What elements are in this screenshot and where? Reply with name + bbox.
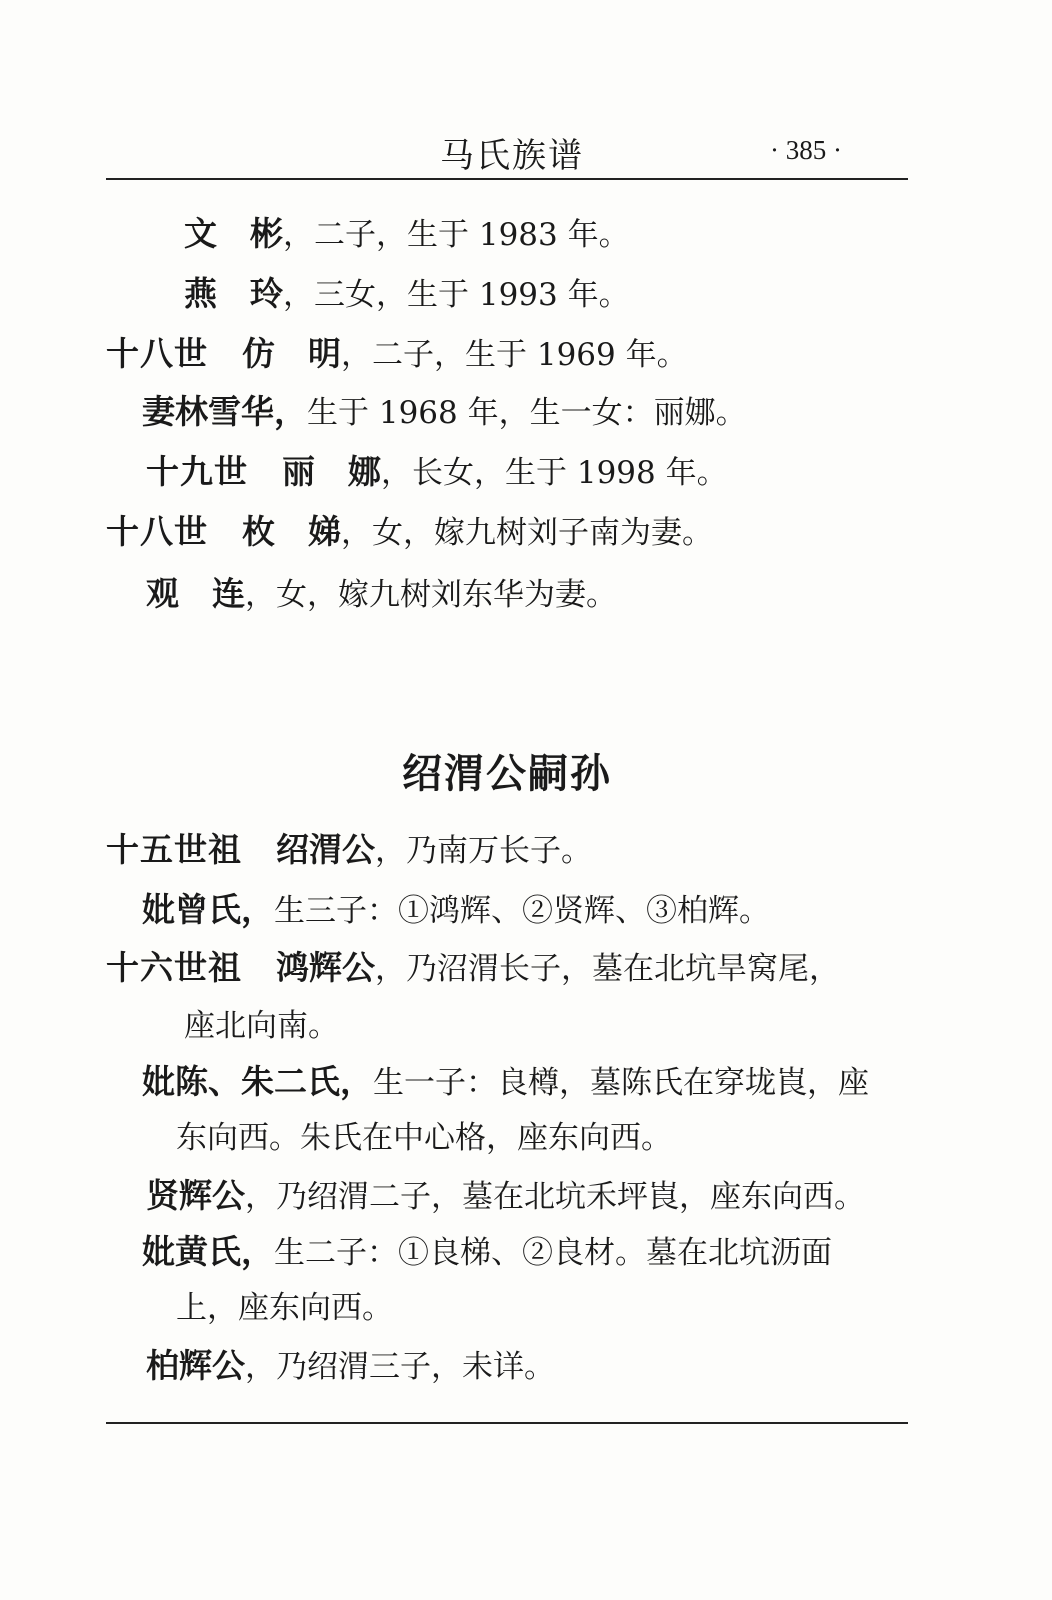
entry-text: 生三子：①鸿辉、②贤辉、③柏辉。 bbox=[274, 893, 770, 929]
entry-line bbox=[146, 452, 728, 493]
entry-line bbox=[142, 392, 747, 433]
generation-label: 十八世 bbox=[106, 334, 208, 373]
generation-label: 十五世祖 bbox=[106, 830, 242, 869]
entry-text: ，二子，生于 1983 年。 bbox=[283, 217, 630, 253]
section-title: 绍渭公嗣孙 bbox=[402, 751, 612, 797]
person-name: 丽 娜 bbox=[282, 452, 381, 491]
person-name: 贤辉公 bbox=[146, 1176, 245, 1215]
person-name: 文 彬 bbox=[184, 214, 283, 253]
generation-label: 十九世 bbox=[146, 452, 248, 491]
spouse-name: 妣陈、朱二氏， bbox=[142, 1062, 373, 1101]
entry-text: ，女，嫁九树刘子南为妻。 bbox=[341, 515, 713, 551]
generation-label: 十八世 bbox=[106, 512, 208, 551]
person-name: 仿 明 bbox=[242, 334, 341, 373]
entry-text: ，长女，生于 1998 年。 bbox=[381, 455, 728, 491]
page-number: · 385 · bbox=[770, 135, 842, 165]
entry-line bbox=[184, 274, 630, 315]
entry-line bbox=[142, 1062, 869, 1103]
entry-line bbox=[146, 574, 617, 615]
entry-text: ，乃绍渭三子，未详。 bbox=[245, 1349, 555, 1385]
header-rule bbox=[106, 178, 908, 180]
person-name: 绍渭公 bbox=[276, 830, 375, 869]
generation-label: 十六世祖 bbox=[106, 948, 242, 987]
entry-text: ，乃绍渭二子，墓在北坑禾坪崀，座东向西。 bbox=[245, 1179, 865, 1215]
entry-text: ，女，嫁九树刘东华为妻。 bbox=[245, 577, 617, 613]
entry-line bbox=[106, 830, 592, 871]
entry-text: ，乃南万长子。 bbox=[375, 833, 592, 869]
entry-line bbox=[106, 512, 713, 553]
spouse-name: 妣黄氏， bbox=[142, 1232, 274, 1271]
person-name: 枚 娣 bbox=[242, 512, 341, 551]
entry-text: 东向西。朱氏在中心格，座东向西。 bbox=[176, 1120, 672, 1156]
entry-text: 上，座东向西。 bbox=[176, 1290, 393, 1326]
entry-line bbox=[106, 334, 688, 375]
entry-line bbox=[146, 1176, 865, 1217]
footer-rule bbox=[106, 1422, 908, 1424]
entry-text: 座北向南。 bbox=[184, 1008, 339, 1044]
spouse-name: 妻林雪华， bbox=[142, 392, 307, 431]
person-name: 观 连 bbox=[146, 574, 245, 613]
entry-line bbox=[184, 214, 630, 255]
entry-text: 生二子：①良梯、②良材。墓在北坑沥面 bbox=[274, 1235, 832, 1271]
entry-line bbox=[146, 1346, 555, 1387]
entry-line bbox=[106, 948, 840, 989]
entry-text: 生于 1968 年，生一女：丽娜。 bbox=[307, 395, 747, 431]
entry-line bbox=[176, 1118, 672, 1158]
entry-text: ，二子，生于 1969 年。 bbox=[341, 337, 688, 373]
entry-line bbox=[142, 890, 770, 931]
entry-text: ，乃沼渭长子，墓在北坑旱窝尾， bbox=[375, 951, 840, 987]
running-header-title: 马氏族谱 bbox=[440, 136, 584, 176]
entry-text: ，三女，生于 1993 年。 bbox=[283, 277, 630, 313]
entry-line bbox=[184, 1006, 339, 1046]
entry-line bbox=[142, 1232, 832, 1273]
person-name: 燕 玲 bbox=[184, 274, 283, 313]
person-name: 鸿辉公 bbox=[276, 948, 375, 987]
entry-text: 生一子：良樽，墓陈氏在穿垅崀，座 bbox=[373, 1065, 869, 1101]
spouse-name: 妣曾氏， bbox=[142, 890, 274, 929]
entry-line bbox=[176, 1288, 393, 1328]
person-name: 柏辉公 bbox=[146, 1346, 245, 1385]
